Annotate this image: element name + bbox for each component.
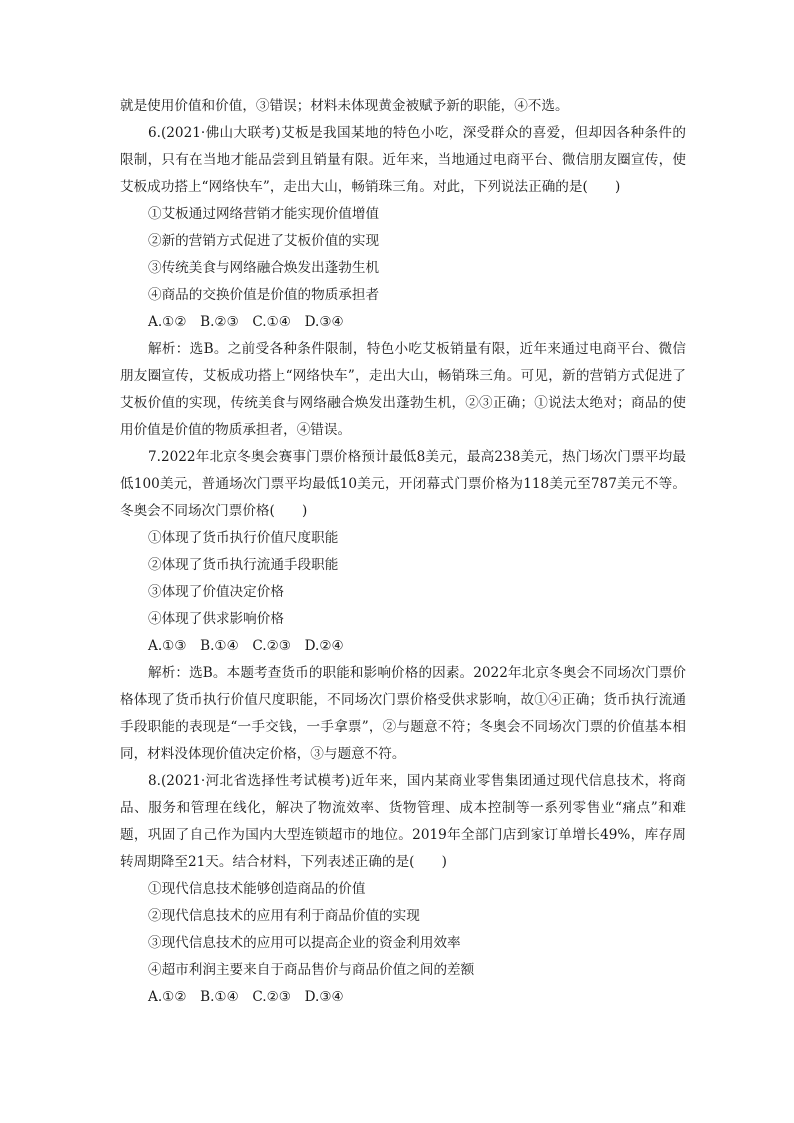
question-8-answer-choices: A.①② B.①④ C.②③ D.③④	[148, 989, 344, 1005]
question-7-option-3: ③体现了价值决定价格	[148, 584, 284, 600]
question-7	[120, 444, 686, 768]
question-6-analysis: 解析：选B。之前受各种条件限制，特色小吃艾板销量有限，近年来通过电商平台、微信朋友圈宣传，艾板成功搭上“网络快车”，走出大山，畅销珠三角。可见，新的营销方式促进了艾板价值的实现，传统美食与网络融合焕发出蓬勃生机，②③正确；①说法太绝对；商品的使用价值是价值的物质承担者，④错误。	[120, 341, 686, 438]
question-8-option-4: ④超市利润主要来自于商品售价与商品价值之间的差额	[148, 962, 475, 978]
question-6-option-3: ③传统美食与网络融合焕发出蓬勃生机	[148, 260, 380, 276]
question-8-option-3: ③现代信息技术的应用可以提高企业的资金利用效率	[148, 935, 461, 951]
question-6-option-2: ②新的营销方式促进了艾板价值的实现	[148, 233, 380, 249]
question-8-stem: 8.(2021·河北省选择性考试模考)近年来，国内某商业零售集团通过现代信息技术，将商品、服务和管理在线化，解决了物流效率、货物管理、成本控制等一系列零售业“痛点”和难题，巩固了自己作为国内大型连锁超市的地位。2019年全部门店到家订单增长49%，库存周转周期降至21天。结合材料，下列表述正确的是( )	[120, 773, 686, 870]
question-7-option-4: ④体现了供求影响价格	[148, 611, 284, 627]
question-7-option-1: ①体现了货币执行价值尺度职能	[148, 530, 339, 546]
question-6	[120, 120, 686, 444]
question-8-option-1: ①现代信息技术能够创造商品的价值	[148, 881, 366, 897]
document-page	[120, 93, 686, 1011]
question-6-answer-choices: A.①② B.②③ C.①④ D.③④	[148, 314, 344, 330]
question-7-option-2: ②体现了货币执行流通手段职能	[148, 557, 339, 573]
question-6-option-4: ④商品的交换价值是价值的物质承担者	[148, 287, 380, 303]
question-8	[120, 768, 686, 1011]
question-7-answer-choices: A.①③ B.①④ C.②③ D.②④	[148, 638, 344, 654]
question-7-analysis: 解析：选B。本题考查货币的职能和影响价格的因素。2022年北京冬奥会不同场次门票价格体现了货币执行价值尺度职能，不同场次门票价格受供求影响，故①④正确；货币执行流通手段职能的表现是“一手交钱，一手拿票”，②与题意不符；冬奥会不同场次门票的价值基本相同，材料没体现价值决定价格，③与题意不符。	[120, 665, 686, 762]
previous-analysis-tail: 就是使用价值和价值，③错误；材料未体现黄金被赋予新的职能，④不选。	[120, 98, 569, 114]
question-7-stem: 7.2022年北京冬奥会赛事门票价格预计最低8美元，最高238美元，热门场次门票平均最低100美元，普通场次门票平均最低10美元，开闭幕式门票价格为118美元至787美元不等。冬奥会不同场次门票价格( )	[120, 449, 686, 519]
question-6-stem: 6.(2021·佛山大联考)艾板是我国某地的特色小吃，深受群众的喜爱，但却因各种条件的限制，只有在当地才能品尝到且销量有限。近年来，当地通过电商平台、微信朋友圈宣传，使艾板成功搭上“网络快车”，走出大山，畅销珠三角。对此，下列说法正确的是( )	[120, 125, 686, 195]
question-8-option-2: ②现代信息技术的应用有利于商品价值的实现	[148, 908, 420, 924]
question-6-option-1: ①艾板通过网络营销才能实现价值增值	[148, 206, 380, 222]
